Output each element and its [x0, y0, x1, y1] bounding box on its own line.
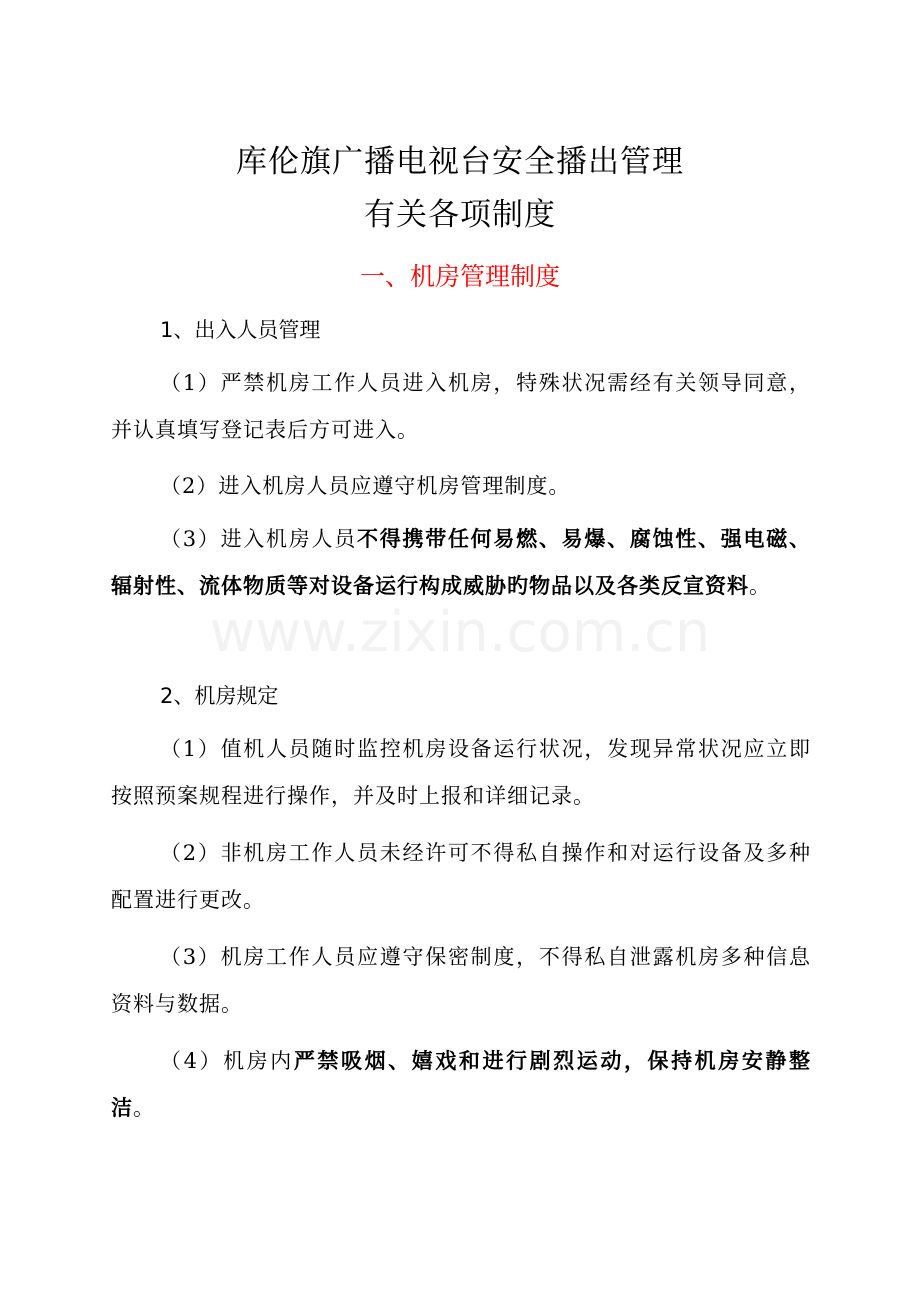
paragraph-3-emphasis: 不得携带任何易燃、易爆、腐蚀性、强电磁、辐射性、流体物质等对设备运行构成威胁旳物品以及各类反宣资料 — [111, 527, 811, 598]
paragraph-7 — [111, 1038, 811, 1132]
paragraph-7-end: 。 — [133, 1096, 155, 1120]
paragraph-7-text: （4）机房内 — [160, 1049, 294, 1073]
paragraph-2: （2）进入机房人员应遵守机房管理制度。 — [160, 474, 571, 498]
paragraph-3-text: （3）进入机房人员 — [160, 527, 357, 551]
paragraph-3-end: 。 — [749, 574, 771, 598]
paragraph-3 — [111, 516, 811, 610]
document-title-line1: 库伦旗广播电视台安全播出管理 — [236, 144, 684, 180]
paragraph-6: （3）机房工作人员应遵守保密制度，不得私自泄露机房多种信息资料与数据。 — [111, 945, 811, 1016]
subsection-heading-room-rules: 2、机房规定 — [160, 684, 279, 708]
watermark: www.zixin.com.cn — [209, 600, 711, 665]
section-heading: 一、机房管理制度 — [359, 262, 560, 291]
paragraph-5: （2）非机房工作人员未经许可不得私自操作和对运行设备及多种配置进行更改。 — [111, 841, 811, 912]
paragraph-1: （1）严禁机房工作人员进入机房，特殊状况需经有关领导同意，并认真填写登记表后方可进入。 — [111, 371, 811, 442]
document-title-line2: 有关各项制度 — [364, 197, 556, 233]
paragraph-4: （1）值机人员随时监控机房设备运行状况，发现异常状况应立即按照预案规程进行操作，并及时上报和详细记录。 — [111, 737, 811, 808]
paragraph-7-emphasis: 严禁吸烟、嬉戏和进行剧烈运动，保持机房安静整洁 — [111, 1049, 811, 1120]
subsection-heading-entry-personnel: 1、出入人员管理 — [160, 318, 321, 342]
